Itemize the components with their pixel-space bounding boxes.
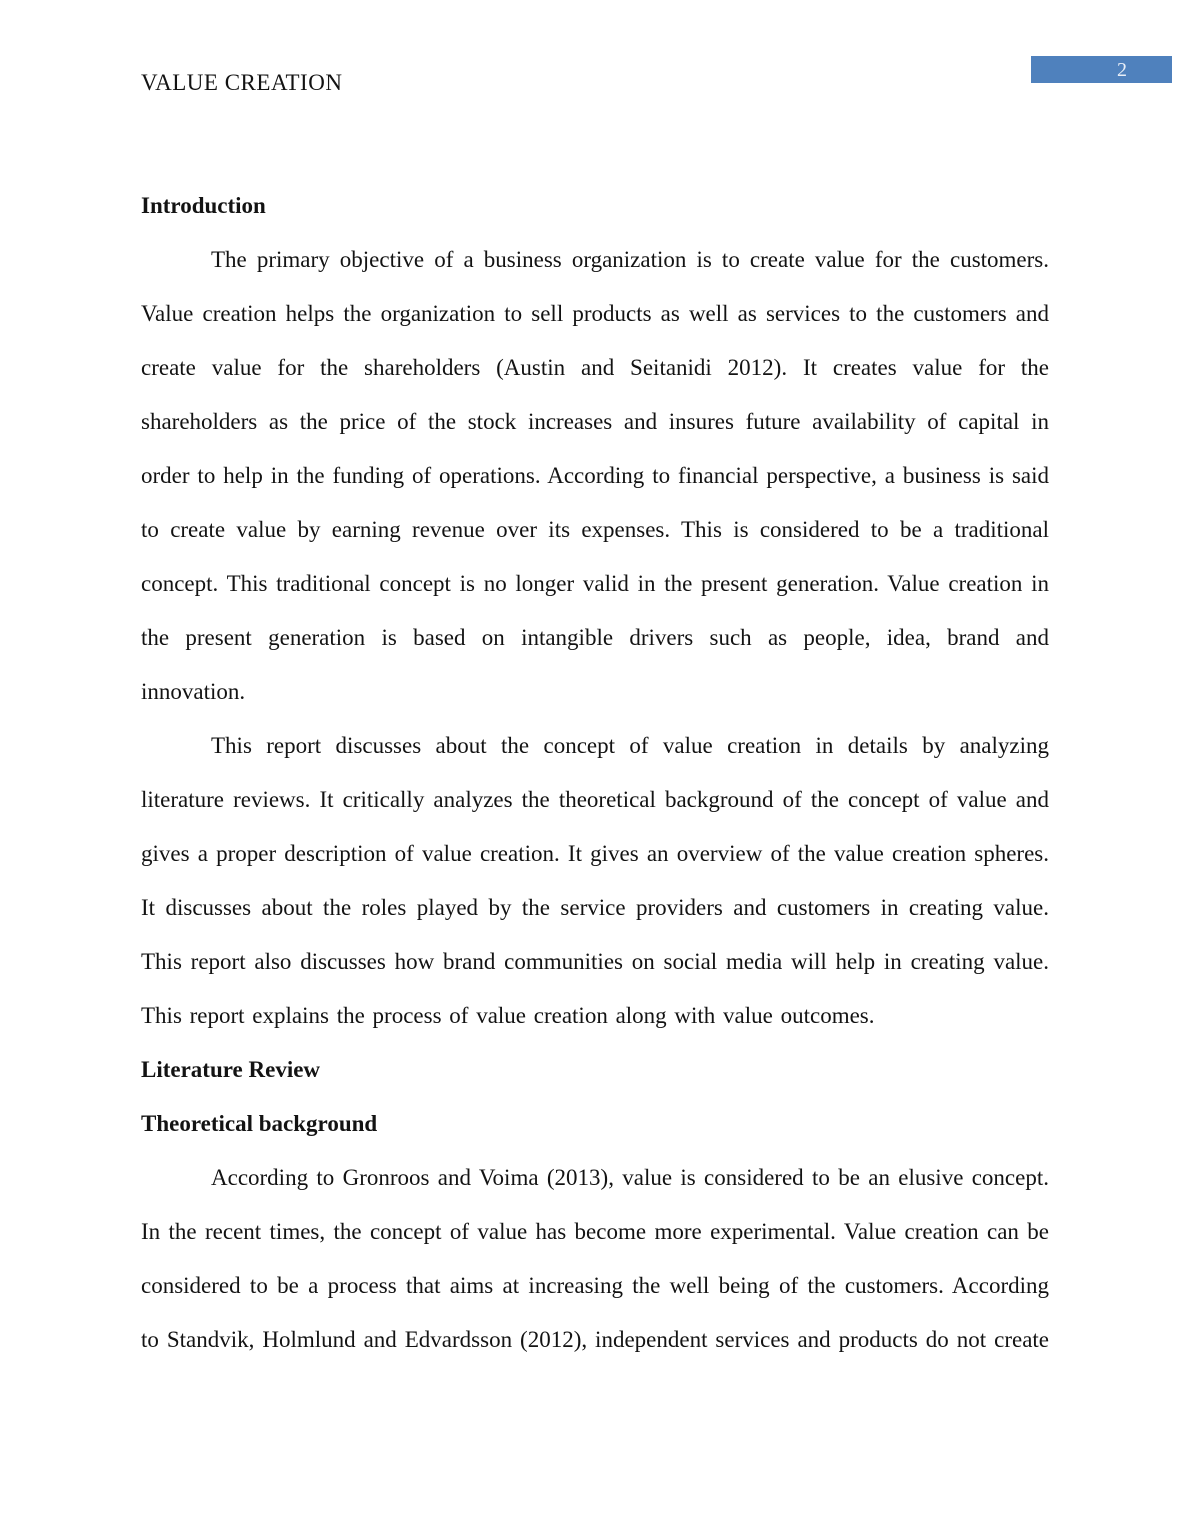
- paragraph-introduction-1: The primary objective of a business organization is to create value for the customers. Value creation helps the organization to sell products as well as services to the customers and create value for the shareholders (Austin and Seitanidi 2012). It creates value for the shareholders as the price of the stock increases and insures future availability of capital in order to help in the funding of operations. According to financial perspective, a business is said to create value by earning revenue over its expenses. This is considered to be a traditional concept. This traditional concept is no longer valid in the present generation. Value creation in the present generation is based on intangible drivers such as people, idea, brand and innovation.: [141, 247, 1049, 704]
- heading-theoretical-background: Theoretical background: [141, 1111, 378, 1136]
- page-number-badge: [1031, 56, 1172, 83]
- page-number: 2: [1117, 58, 1127, 81]
- paragraph-theoretical-background-1: According to Gronroos and Voima (2013), value is considered to be an elusive concept. In the recent times, the concept of value has become more experimental. Value creation can be considered to be a process that aims at increasing the well being of the customers. According to Standvik, Holmlund and Edvardsson (2012), independent services and products do not create: [141, 1165, 1049, 1352]
- document-body: [141, 179, 1049, 1367]
- paragraph-introduction-2: This report discusses about the concept of value creation in details by analyzing literature reviews. It critically analyzes the theoretical background of the concept of value and gives a proper description of value creation. It gives an overview of the value creation spheres. It discusses about the roles played by the service providers and customers in creating value. This report also discusses how brand communities on social media will help in creating value. This report explains the process of value creation along with value outcomes.: [141, 733, 1049, 1028]
- heading-introduction: Introduction: [141, 193, 266, 218]
- running-head: VALUE CREATION: [141, 70, 343, 95]
- heading-literature-review: Literature Review: [141, 1057, 321, 1082]
